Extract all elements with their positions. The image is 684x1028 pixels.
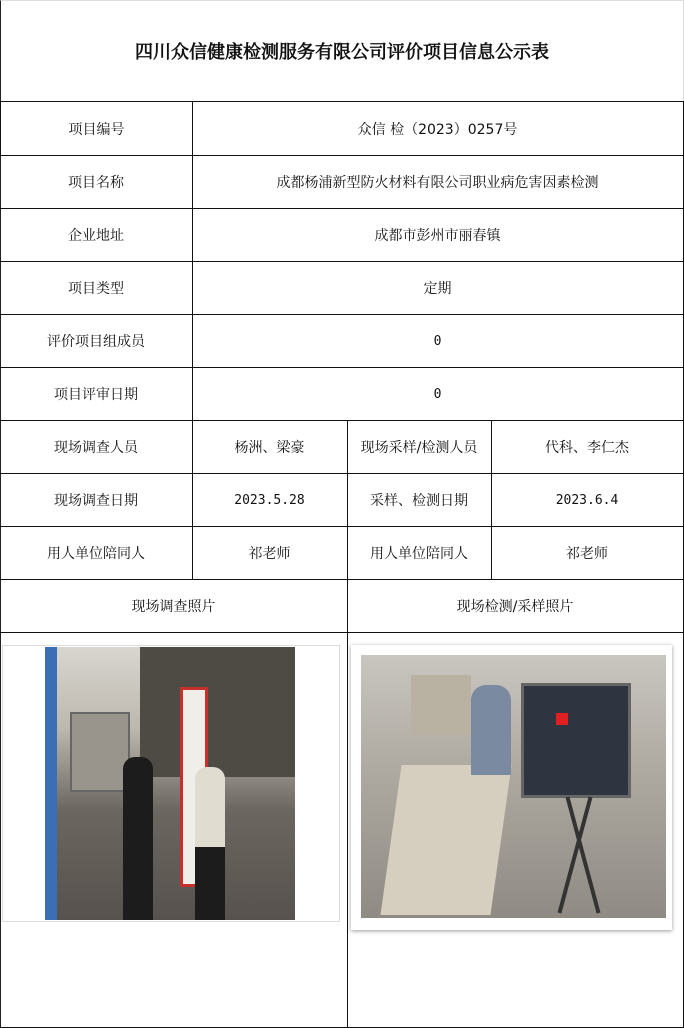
value-address: 成都市彭州市丽春镇 (192, 209, 684, 262)
label-survey-date: 现场调查日期 (0, 474, 193, 527)
value-escort-1: 祁老师 (192, 527, 348, 580)
label-survey-photo: 现场调查照片 (0, 580, 348, 633)
label-project-name: 项目名称 (0, 156, 193, 209)
label-survey-staff: 现场调查人员 (0, 421, 193, 474)
value-survey-date: 2023.5.28 (192, 474, 348, 527)
label-escort-2: 用人单位陪同人 (347, 527, 492, 580)
label-project-type: 项目类型 (0, 262, 193, 315)
page-title: 四川众信健康检测服务有限公司评价项目信息公示表 (0, 0, 684, 102)
label-review-date: 项目评审日期 (0, 368, 193, 421)
value-review-date: 0 (192, 368, 684, 421)
value-project-type: 定期 (192, 262, 684, 315)
survey-photo (45, 647, 295, 920)
label-sampling-staff: 现场采样/检测人员 (347, 421, 492, 474)
label-address: 企业地址 (0, 209, 193, 262)
value-project-name: 成都杨浦新型防火材料有限公司职业病危害因素检测 (192, 156, 684, 209)
sampling-photo (361, 655, 666, 918)
value-survey-staff: 杨洲、梁豪 (192, 421, 348, 474)
label-sampling-photo: 现场检测/采样照片 (347, 580, 684, 633)
label-escort-1: 用人单位陪同人 (0, 527, 193, 580)
label-team-members: 评价项目组成员 (0, 315, 193, 368)
label-project-number: 项目编号 (0, 102, 193, 156)
value-sampling-staff: 代科、李仁杰 (491, 421, 684, 474)
value-team-members: 0 (192, 315, 684, 368)
value-project-number: 众信 检（2023）0257号 (192, 102, 684, 156)
value-escort-2: 祁老师 (491, 527, 684, 580)
label-sampling-date: 采样、检测日期 (347, 474, 492, 527)
value-sampling-date: 2023.6.4 (491, 474, 684, 527)
